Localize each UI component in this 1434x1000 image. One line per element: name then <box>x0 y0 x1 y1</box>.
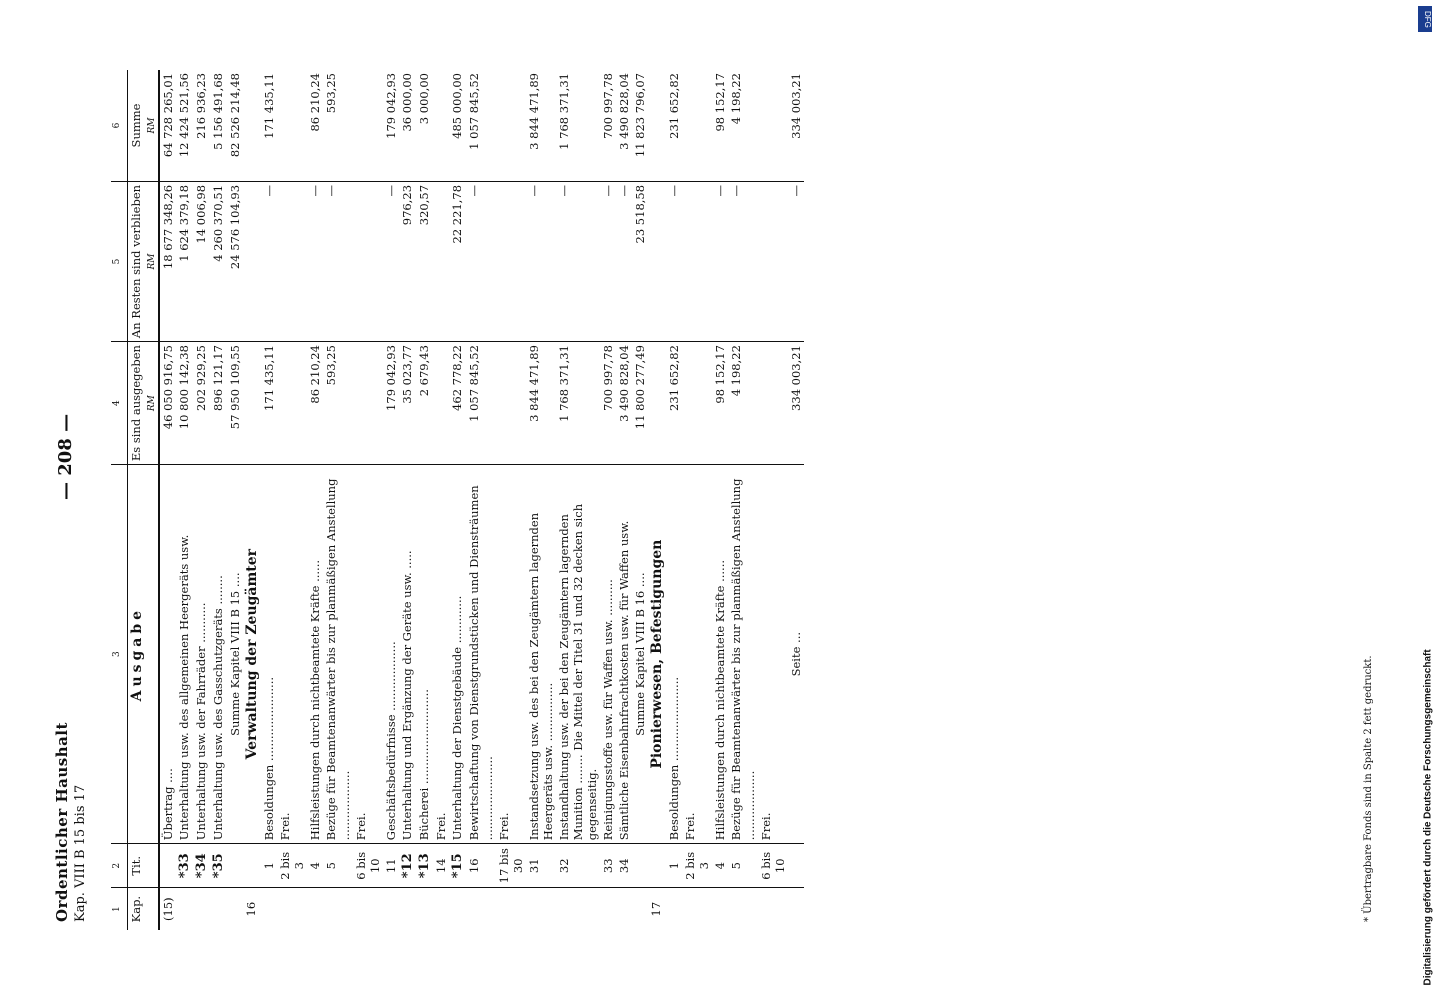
cell-summe: 36 000,00 <box>400 73 414 132</box>
cell-summe: 12 424 521,56 <box>177 73 191 158</box>
cell-text: Unterhaltung usw. des allgemeinen Heergeräts usw. <box>176 465 193 844</box>
sidebar-text: Digitalisierung gefördert durch die Deutsche Forschungsgemeinschaft <box>1422 649 1434 986</box>
cell-reste: — <box>307 181 323 341</box>
cell-reste <box>243 181 261 341</box>
table-row <box>632 70 648 930</box>
cell-tit: 11 <box>383 844 399 888</box>
table-row <box>666 70 682 930</box>
cell-summe <box>243 70 261 181</box>
cell-text: Instandhaltung usw. der bei den Zeugämtern lagernden Munition ........ Die Mittel der Titel 31 und 32 decken sich gegenseitig. <box>556 465 600 844</box>
cell-text: Unterhaltung der Dienstgebäude ............. <box>449 465 466 844</box>
cell-reste <box>277 181 307 341</box>
cell-kap <box>416 888 433 930</box>
table-row <box>383 70 399 930</box>
cell-ausgegeben <box>682 342 712 465</box>
cell-text: Bezüge für Beamtenanwärter bis zur planmäßigen Anstellung ................... <box>323 465 353 844</box>
cell-text: Seite ... <box>788 465 804 844</box>
cell-reste: 23 518,58 <box>632 181 648 341</box>
cell-tit <box>243 844 261 888</box>
cell-ausgegeben: 46 050 916,75 <box>159 342 176 465</box>
cell-reste: — <box>666 181 682 341</box>
cell-reste <box>648 181 666 341</box>
cell-summe: 1 768 371,31 <box>557 73 571 150</box>
cell-tit: 2 bis 3 <box>682 844 712 888</box>
table-row <box>159 70 176 930</box>
cell-kap <box>758 888 788 930</box>
cell-summe: 3 490 828,04 <box>617 73 631 150</box>
document-page <box>47 70 1387 930</box>
cell-summe: 5 156 491,68 <box>211 73 225 150</box>
cell-tit: *15 <box>449 844 466 888</box>
cell-text: Unterhaltung usw. der Fahrräder ........... <box>193 465 210 844</box>
cell-ausgegeben <box>243 342 261 465</box>
cell-text: Geschäftsbedürfnisse ................... <box>383 465 399 844</box>
cell-summe <box>353 70 383 181</box>
cell-text: Unterhaltung und Ergänzung der Geräte usw. ..... <box>399 465 416 844</box>
cell-summe: 3 844 471,89 <box>527 73 541 150</box>
cell-kap: 16 <box>243 888 261 930</box>
cell-tit: 6 bis 10 <box>353 844 383 888</box>
cell-summe: 231 652,82 <box>667 73 681 139</box>
cell-kap <box>261 888 277 930</box>
budget-table <box>111 70 804 930</box>
cell-kap <box>682 888 712 930</box>
cell-text: Hilfsleistungen durch nichtbeamtete Kräfte ...... <box>712 465 728 844</box>
table-row <box>556 70 600 930</box>
page-header <box>47 70 107 930</box>
cell-ausgegeben: 10 800 142,38 <box>176 342 193 465</box>
cell-ausgegeben <box>758 342 788 465</box>
cell-kap <box>616 888 632 930</box>
cell-ausgegeben: 593,25 <box>323 342 353 465</box>
table-row <box>277 70 307 930</box>
cell-text: Frei. <box>496 465 526 844</box>
table-row <box>353 70 383 930</box>
cell-ausgegeben: 35 023,77 <box>399 342 416 465</box>
cell-summe: 593,25 <box>324 73 338 114</box>
col-num-3: 3 <box>111 465 128 844</box>
cell-kap <box>176 888 193 930</box>
cell-ausgegeben: 700 997,78 <box>600 342 616 465</box>
cell-tit: 17 bis 30 <box>496 844 526 888</box>
cell-kap <box>277 888 307 930</box>
cell-ausgegeben: 57 950 109,55 <box>227 342 243 465</box>
cell-tit: *33 <box>176 844 193 888</box>
cell-summe: 11 823 796,07 <box>633 73 647 158</box>
cell-text: Hilfsleistungen durch nichtbeamtete Kräfte ...... <box>307 465 323 844</box>
cell-ausgegeben: 231 652,82 <box>666 342 682 465</box>
cell-reste: 24 576 104,93 <box>227 181 243 341</box>
cell-tit: 4 <box>307 844 323 888</box>
cell-kap <box>353 888 383 930</box>
cell-text: Summe Kapitel VIII B 15 .... <box>227 465 243 844</box>
cell-summe: 3 000,00 <box>417 73 431 125</box>
cell-summe: 82 526 214,48 <box>228 73 242 158</box>
table-row <box>616 70 632 930</box>
cell-ausgegeben: 334 003,21 <box>788 342 804 465</box>
cell-kap <box>323 888 353 930</box>
header-kap: Kap. <box>128 888 160 930</box>
cell-text: Besoldungen ....................... <box>261 465 277 844</box>
table-row <box>399 70 416 930</box>
cell-kap <box>383 888 399 930</box>
cell-tit <box>632 844 648 888</box>
cell-kap <box>210 888 227 930</box>
cell-kap <box>788 888 804 930</box>
header-tit: Tit. <box>128 844 160 888</box>
table-row <box>788 70 804 930</box>
page-number: — 208 — <box>55 413 76 500</box>
cell-reste: — <box>323 181 353 341</box>
cell-tit <box>227 844 243 888</box>
cell-kap <box>227 888 243 930</box>
cell-ausgegeben: 2 679,43 <box>416 342 433 465</box>
cell-text: Unterhaltung usw. des Gasschutzgeräts ........ <box>210 465 227 844</box>
cell-kap <box>526 888 556 930</box>
cell-reste: 320,57 <box>416 181 433 341</box>
cell-summe: 64 728 265,01 <box>161 73 175 158</box>
cell-tit: 32 <box>556 844 600 888</box>
cell-ausgegeben: 896 121,17 <box>210 342 227 465</box>
table-row <box>433 70 449 930</box>
cell-ausgegeben: 4 198,22 <box>728 342 758 465</box>
cell-summe: 1 057 845,52 <box>467 73 481 150</box>
cell-tit: 1 <box>261 844 277 888</box>
cell-kap <box>666 888 682 930</box>
cell-text: Frei. <box>682 465 712 844</box>
cell-tit: 34 <box>616 844 632 888</box>
table-row <box>496 70 526 930</box>
cell-ausgegeben <box>648 342 666 465</box>
cell-tit: 1 <box>666 844 682 888</box>
cell-summe: 485 000,00 <box>450 73 464 139</box>
cell-ausgegeben: 171 435,11 <box>261 342 277 465</box>
cell-tit: *12 <box>399 844 416 888</box>
cell-reste: 1 624 379,18 <box>176 181 193 341</box>
cell-summe: 171 435,11 <box>262 73 276 139</box>
cell-summe: 86 210,24 <box>308 73 322 132</box>
cell-kap: (15) <box>159 888 176 930</box>
cell-reste <box>433 181 449 341</box>
cell-ausgegeben: 11 800 277,49 <box>632 342 648 465</box>
col-num-2: 2 <box>111 844 128 888</box>
cell-kap <box>600 888 616 930</box>
cell-kap <box>556 888 600 930</box>
cell-tit: *13 <box>416 844 433 888</box>
cell-summe: 179 042,93 <box>384 73 398 139</box>
column-number-row <box>111 70 128 930</box>
cell-summe: 98 152,17 <box>713 73 727 132</box>
cell-summe: 700 997,78 <box>601 73 615 139</box>
cell-text: Reinigungsstoffe usw. für Waffen usw. .......... <box>600 465 616 844</box>
cell-reste <box>758 181 788 341</box>
cell-tit: *35 <box>210 844 227 888</box>
table-row <box>261 70 277 930</box>
cell-tit: *34 <box>193 844 210 888</box>
cell-summe <box>682 70 712 181</box>
cell-kap <box>433 888 449 930</box>
cell-reste: — <box>728 181 758 341</box>
cell-ausgegeben: 462 778,22 <box>449 342 466 465</box>
table-row <box>728 70 758 930</box>
col-num-1: 1 <box>111 888 128 930</box>
cell-text: Besoldungen ....................... <box>666 465 682 844</box>
cell-kap <box>193 888 210 930</box>
cell-tit <box>788 844 804 888</box>
table-row <box>243 70 261 930</box>
cell-summe <box>758 70 788 181</box>
table-body <box>159 70 804 930</box>
sidebar-note <box>1418 10 1432 992</box>
header-ausgabe: Ausgabe <box>128 465 160 844</box>
cell-reste <box>353 181 383 341</box>
cell-text: Frei. <box>433 465 449 844</box>
cell-kap <box>399 888 416 930</box>
cell-ausgegeben: 3 490 828,04 <box>616 342 632 465</box>
cell-ausgegeben: 1 057 845,52 <box>466 342 496 465</box>
cell-reste: — <box>788 181 804 341</box>
cell-reste: 22 221,78 <box>449 181 466 341</box>
cell-summe: 216 936,23 <box>194 73 208 139</box>
column-header-row <box>128 70 160 930</box>
cell-kap <box>712 888 728 930</box>
table-row <box>176 70 193 930</box>
header-title: Ordentlicher Haushalt <box>53 722 71 922</box>
cell-reste: — <box>616 181 632 341</box>
cell-reste: — <box>600 181 616 341</box>
table-row <box>227 70 243 930</box>
table-row <box>526 70 556 930</box>
dfg-logo: DFG <box>1418 6 1432 32</box>
cell-tit: 33 <box>600 844 616 888</box>
cell-tit: 16 <box>466 844 496 888</box>
cell-text: Pionierwesen, Befestigungen <box>648 465 666 844</box>
table-row <box>648 70 666 930</box>
cell-summe: 4 198,22 <box>729 73 743 125</box>
cell-tit: 5 <box>728 844 758 888</box>
header-summe: Summe RM <box>128 70 160 181</box>
cell-ausgegeben: 98 152,17 <box>712 342 728 465</box>
cell-tit <box>159 844 176 888</box>
cell-reste: — <box>383 181 399 341</box>
cell-text: Verwaltung der Zeugämter <box>243 465 261 844</box>
cell-summe <box>496 70 526 181</box>
cell-reste: 18 677 348,26 <box>159 181 176 341</box>
table-row <box>682 70 712 930</box>
cell-text: Summe Kapitel VIII B 16 .... <box>632 465 648 844</box>
table-row <box>466 70 496 930</box>
cell-text: Bücherei .......................... <box>416 465 433 844</box>
table-row <box>210 70 227 930</box>
cell-text: Instandsetzung usw. des bei den Zeugämtern lagernden Heergeräts usw. ................ <box>526 465 556 844</box>
cell-summe <box>648 70 666 181</box>
cell-kap <box>449 888 466 930</box>
cell-ausgegeben: 202 929,25 <box>193 342 210 465</box>
cell-tit <box>648 844 666 888</box>
cell-reste: — <box>556 181 600 341</box>
cell-reste <box>496 181 526 341</box>
cell-kap <box>632 888 648 930</box>
cell-summe <box>277 70 307 181</box>
cell-kap <box>307 888 323 930</box>
cell-ausgegeben: 1 768 371,31 <box>556 342 600 465</box>
cell-reste <box>682 181 712 341</box>
cell-summe: 334 003,21 <box>789 73 803 139</box>
cell-tit: 4 <box>712 844 728 888</box>
col-num-5: 5 <box>111 181 128 341</box>
cell-ausgegeben: 179 042,93 <box>383 342 399 465</box>
cell-reste: — <box>261 181 277 341</box>
footnote: * Übertragbare Fonds sind in Spalte 2 fett gedruckt. <box>1363 655 1374 922</box>
cell-tit: 31 <box>526 844 556 888</box>
cell-ausgegeben: 3 844 471,89 <box>526 342 556 465</box>
table-row <box>758 70 788 930</box>
cell-tit: 2 bis 3 <box>277 844 307 888</box>
cell-reste: 4 260 370,51 <box>210 181 227 341</box>
table-row <box>600 70 616 930</box>
cell-text: Sämtliche Eisenbahnfrachtkosten usw. für Waffen usw. <box>616 465 632 844</box>
cell-ausgegeben: 86 210,24 <box>307 342 323 465</box>
cell-kap: 17 <box>648 888 666 930</box>
cell-text: Bewirtschaftung von Dienstgrundstücken und Diensträumen ....................... <box>466 465 496 844</box>
header-subtitle: Kap. VIII B 15 bis 17 <box>73 784 88 922</box>
cell-text: Übertrag .... <box>159 465 176 844</box>
cell-kap <box>496 888 526 930</box>
header-ausgegeben: Es sind ausgegeben RM <box>128 342 160 465</box>
col-num-4: 4 <box>111 342 128 465</box>
cell-kap <box>728 888 758 930</box>
cell-text: Bezüge für Beamtenanwärter bis zur planmäßigen Anstellung ................... <box>728 465 758 844</box>
cell-summe <box>433 70 449 181</box>
table-row <box>416 70 433 930</box>
cell-ausgegeben <box>277 342 307 465</box>
table-row <box>323 70 353 930</box>
cell-reste: — <box>526 181 556 341</box>
cell-reste: — <box>712 181 728 341</box>
header-reste: An Resten sind verblieben RM <box>128 181 160 341</box>
cell-reste: — <box>466 181 496 341</box>
cell-text: Frei. <box>277 465 307 844</box>
table-row <box>193 70 210 930</box>
col-num-6: 6 <box>111 70 128 181</box>
cell-tit: 14 <box>433 844 449 888</box>
cell-reste: 976,23 <box>399 181 416 341</box>
cell-tit: 6 bis 10 <box>758 844 788 888</box>
cell-text: Frei. <box>758 465 788 844</box>
cell-ausgegeben <box>496 342 526 465</box>
table-row <box>712 70 728 930</box>
cell-ausgegeben <box>433 342 449 465</box>
cell-reste: 14 006,98 <box>193 181 210 341</box>
cell-tit: 5 <box>323 844 353 888</box>
table-row <box>449 70 466 930</box>
cell-text: Frei. <box>353 465 383 844</box>
table-row <box>307 70 323 930</box>
cell-ausgegeben <box>353 342 383 465</box>
cell-kap <box>466 888 496 930</box>
